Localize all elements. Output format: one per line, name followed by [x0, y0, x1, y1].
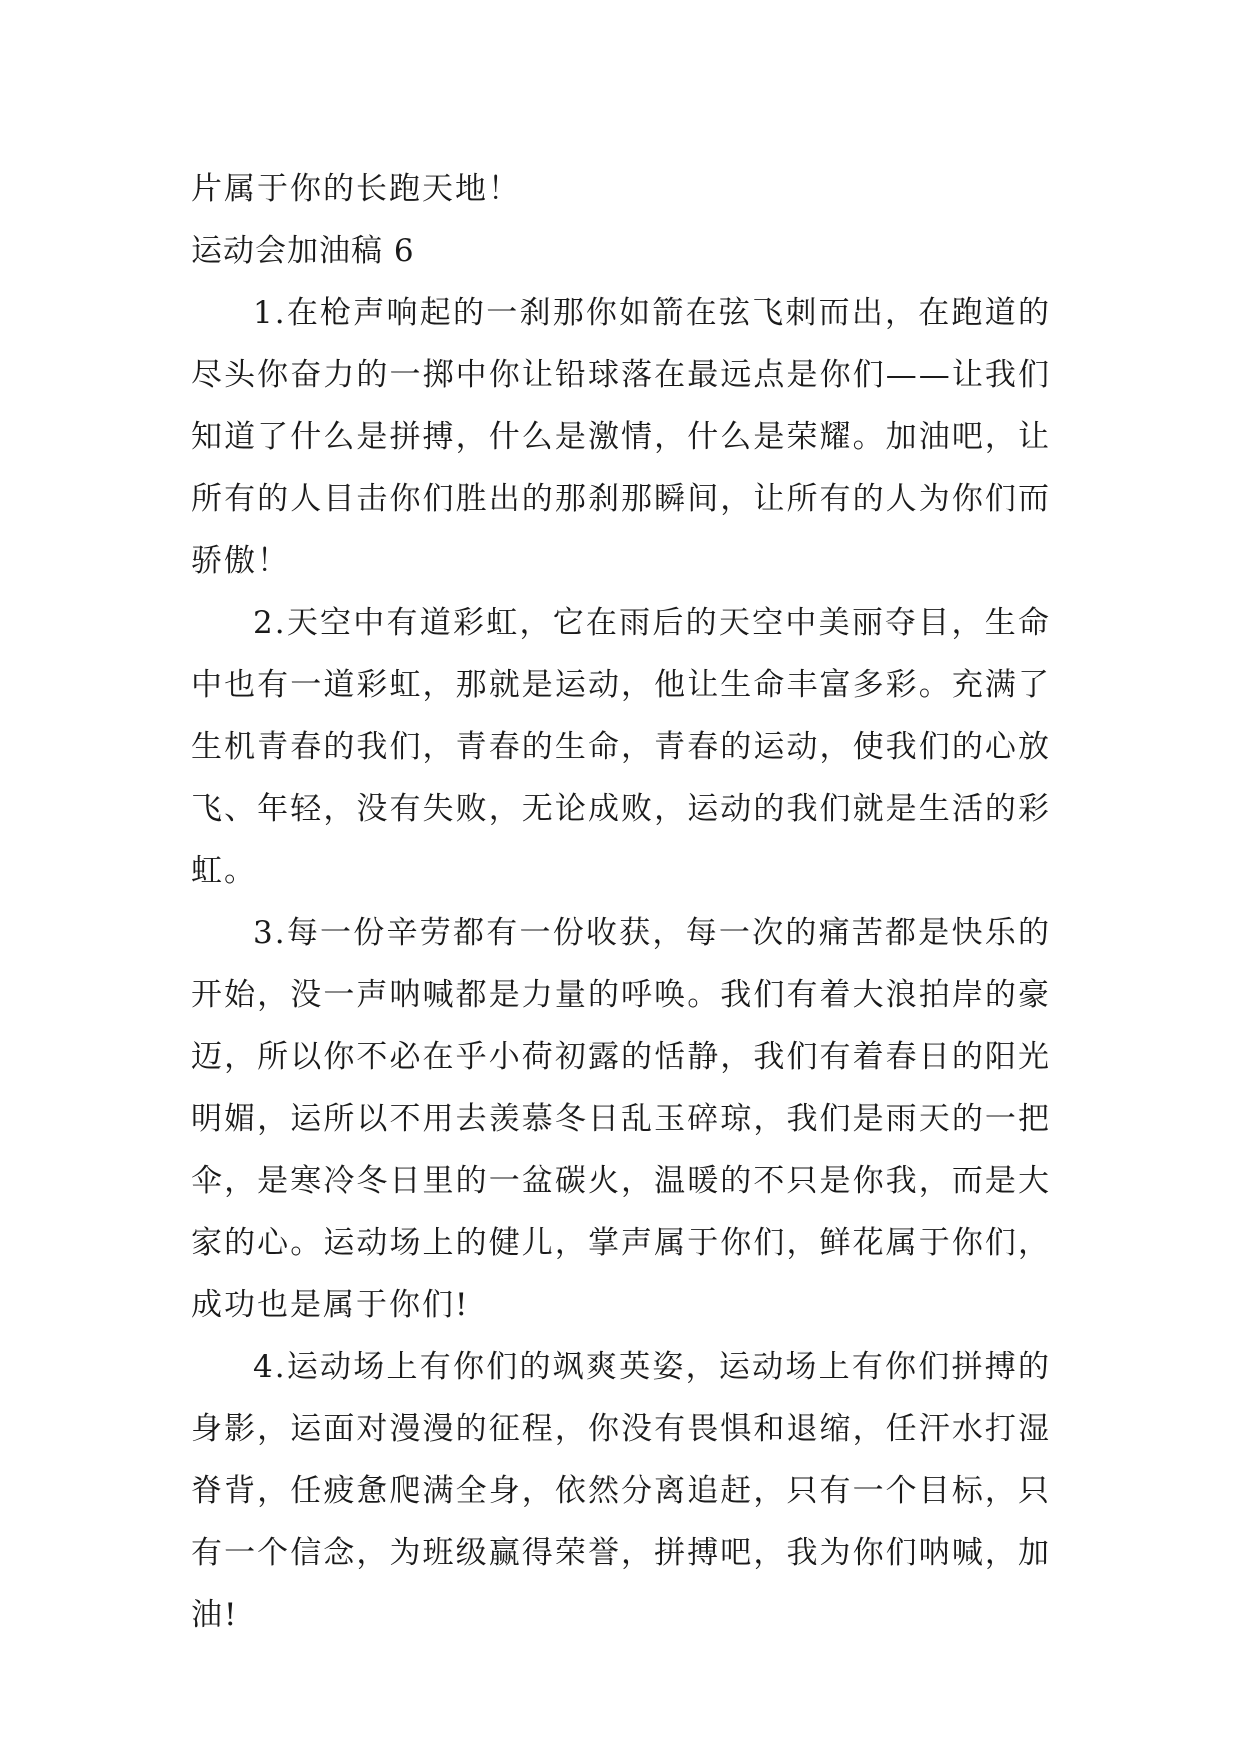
- paragraph-2: 2.天空中有道彩虹，它在雨后的天空中美丽夺目，生命中也有一道彩虹，那就是运动，他让生命丰富多彩。充满了生机青春的我们，青春的生命，青春的运动，使我们的心放飞、年轻，没有失败，无论成败，运动的我们就是生活的彩虹。: [191, 605, 1051, 889]
- paragraph-3: 3.每一份辛劳都有一份收获，每一次的痛苦都是快乐的开始，没一声呐喊都是力量的呼唤。我们有着大浪拍岸的豪迈，所以你不必在乎小荷初露的恬静，我们有着春日的阳光明媚，运所以不用去羡慕冬日乱玉碎琼，我们是雨天的一把伞，是寒冷冬日里的一盆碳火，温暖的不只是你我，而是大家的心。运动场上的健儿，掌声属于你们，鲜花属于你们，成功也是属于你们!: [191, 915, 1051, 1323]
- paragraph-4: 4.运动场上有你们的飒爽英姿，运动场上有你们拼搏的身影，运面对漫漫的征程，你没有畏惧和退缩，任汗水打湿脊背，任疲惫爬满全身，依然分离追赶，只有一个目标，只有一个信念，为班级赢得荣誉，拼搏吧，我为你们呐喊，加油!: [191, 1349, 1051, 1633]
- continuation-line: 片属于你的长跑天地！: [191, 171, 521, 207]
- document-body: [191, 158, 1051, 1646]
- paragraph-1: 1.在枪声响起的一刹那你如箭在弦飞刺而出，在跑道的尽头你奋力的一掷中你让铅球落在最远点是你们——让我们知道了什么是拼搏，什么是激情，什么是荣耀。加油吧，让所有的人目击你们胜出的那刹那瞬间，让所有的人为你们而骄傲！: [191, 295, 1051, 579]
- section-title: 运动会加油稿 6: [191, 233, 415, 269]
